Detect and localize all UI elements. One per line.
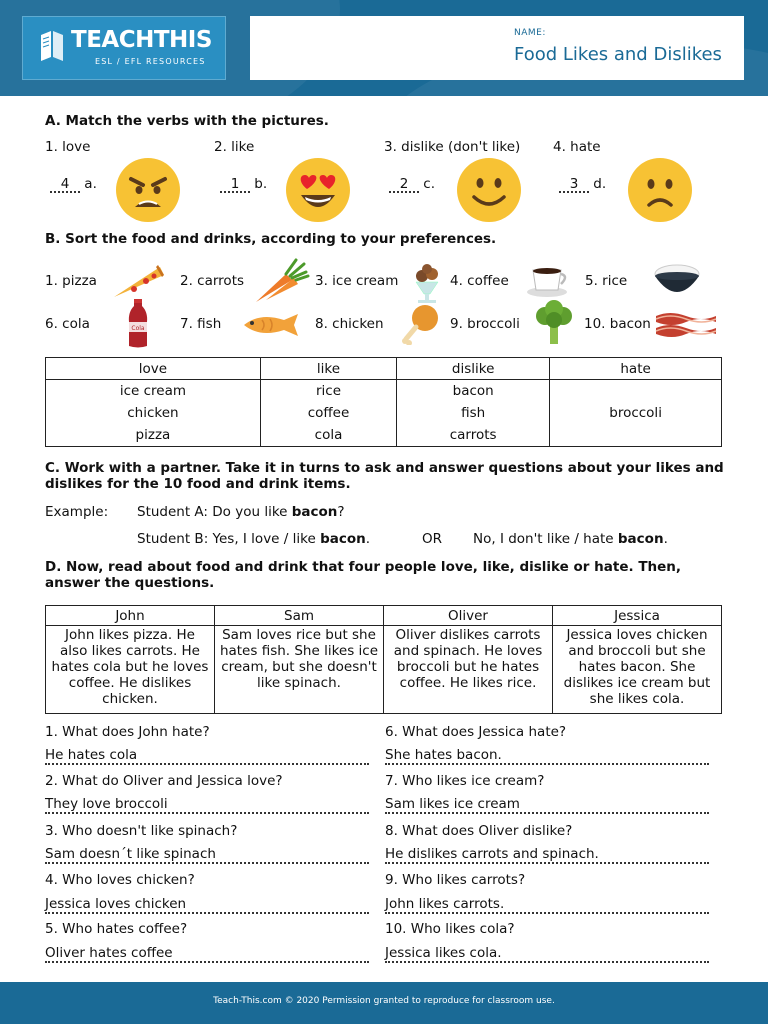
question-4: 4. Who loves chicken?: [45, 872, 195, 888]
person-header-oliver: Oliver: [384, 606, 553, 626]
food-broccoli: 9. broccoli: [450, 316, 520, 332]
carrots-icon: [252, 258, 310, 304]
question-9: 9. Who likes carrots?: [385, 872, 526, 888]
like-cell[interactable]: [260, 380, 396, 447]
answer-9[interactable]: John likes carrots.: [385, 896, 709, 914]
answer-7[interactable]: Sam likes ice cream: [385, 796, 709, 814]
answer-8[interactable]: He dislikes carrots and spinach.: [385, 846, 709, 864]
column-header-hate: hate: [550, 358, 722, 380]
table-cell-entry: pizza: [135, 427, 171, 443]
question-2: 2. What do Oliver and Jessica love?: [45, 773, 283, 789]
answer-5[interactable]: Oliver hates coffee: [45, 945, 369, 963]
angry-face-icon: [115, 157, 181, 223]
rice-icon: [652, 262, 702, 300]
answer-1[interactable]: He hates cola: [45, 747, 369, 765]
match-answer-d[interactable]: [559, 176, 606, 193]
person-header-jessica: Jessica: [553, 606, 722, 626]
person-text-oliver: Oliver dislikes carrots and spinach. He loves broccoli but he hates coffee. He likes rice.: [384, 626, 553, 714]
people-table: [45, 605, 722, 714]
student-a-line: [137, 504, 345, 520]
answer-number[interactable]: 2: [389, 178, 419, 193]
question-3: 3. Who doesn't like spinach?: [45, 823, 238, 839]
answer-letter: b.: [254, 176, 268, 192]
verb-dislike: 3. dislike (don't like): [384, 139, 521, 155]
table-cell-entry: rice: [315, 383, 342, 399]
preferences-table: [45, 357, 722, 447]
food-bacon: 10. bacon: [584, 316, 651, 332]
verb-love: 1. love: [45, 139, 91, 155]
logo-title: TEACHTHIS: [71, 27, 212, 53]
table-cell-entry: coffee: [307, 405, 350, 421]
example-label: Example:: [45, 504, 109, 520]
table-cell-entry: chicken: [127, 405, 179, 421]
logo: [22, 16, 226, 80]
section-b-heading: B. Sort the food and drinks, according to your preferences.: [45, 231, 497, 247]
section-a-heading: A. Match the verbs with the pictures.: [45, 113, 329, 129]
answer-letter: a.: [84, 176, 97, 192]
worksheet-title: Food Likes and Dislikes: [514, 44, 722, 65]
love-cell[interactable]: [46, 380, 261, 447]
answer-number[interactable]: 4: [50, 178, 80, 193]
chicken-icon: [400, 303, 440, 345]
student-b-line: [137, 531, 370, 547]
food-cola: 6. cola: [45, 316, 90, 332]
section-c-heading: C. Work with a partner. Take it in turns to ask and answer questions about your likes and dislikes for the 10 food and drink items.: [45, 460, 724, 492]
person-header-john: John: [46, 606, 215, 626]
person-text-john: John likes pizza. He also likes carrots. He hates cola but he loves coffee. He dislikes chicken.: [46, 626, 215, 714]
frowning-face-icon: [627, 157, 693, 223]
student-a-suffix: ?: [337, 504, 345, 520]
question-1: 1. What does John hate?: [45, 724, 210, 740]
bacon-icon: [654, 308, 718, 340]
answer-number[interactable]: 3: [559, 178, 589, 193]
answer-10[interactable]: Jessica likes cola.: [385, 945, 709, 963]
answer-2[interactable]: They love broccoli: [45, 796, 369, 814]
food-carrots: 2. carrots: [180, 273, 245, 289]
cola-icon: [124, 298, 152, 350]
column-header-dislike: dislike: [397, 358, 550, 380]
food-rice: 5. rice: [585, 273, 628, 289]
answer-letter: d.: [593, 176, 607, 192]
coffee-icon: [525, 262, 573, 298]
svg-text:Cola: Cola: [131, 325, 145, 332]
student-b-alt-bold: bacon: [617, 531, 664, 547]
food-chicken: 8. chicken: [315, 316, 384, 332]
book-icon: [37, 29, 67, 63]
student-b-bold: bacon: [320, 531, 366, 547]
person-text-sam: Sam loves rice but she hates fish. She likes ice cream, but she doesn't like spinach.: [215, 626, 384, 714]
student-b-alt-line: [473, 531, 668, 547]
pizza-icon: [112, 263, 166, 299]
table-cell-entry: cola: [314, 427, 343, 443]
answer-6[interactable]: She hates bacon.: [385, 747, 709, 765]
question-5: 5. Who hates coffee?: [45, 921, 188, 937]
food-pizza: 1. pizza: [45, 273, 97, 289]
smiling-face-icon: [456, 157, 522, 223]
fish-icon: [240, 312, 302, 338]
person-header-sam: Sam: [215, 606, 384, 626]
question-10: 10. Who likes cola?: [385, 921, 515, 937]
person-text-jessica: Jessica loves chicken and broccoli but she hates bacon. She dislikes ice cream but she likes cola.: [553, 626, 722, 714]
question-6: 6. What does Jessica hate?: [385, 724, 567, 740]
name-box: [250, 16, 744, 80]
ice-cream-icon: [408, 260, 446, 304]
student-a-text: Student A: Do you like: [137, 504, 292, 520]
match-answer-a[interactable]: [50, 176, 97, 193]
table-cell-entry: carrots: [449, 427, 497, 443]
student-a-bold: bacon: [291, 504, 338, 520]
answer-number[interactable]: 1: [220, 178, 250, 193]
broccoli-icon: [533, 300, 575, 346]
student-b-alt-text: No, I don't like / hate: [473, 531, 618, 547]
dislike-cell[interactable]: [397, 380, 550, 447]
food-fish: 7. fish: [180, 316, 222, 332]
column-header-like: like: [260, 358, 396, 380]
footer: [0, 982, 768, 1024]
heart-eyes-face-icon: [285, 157, 351, 223]
section-d-heading: D. Now, read about food and drink that four people love, like, dislike or hate. Then, answer the questions.: [45, 559, 682, 591]
footer-copyright: Teach-This.com © 2020 Permission granted to reproduce for classroom use.: [213, 996, 555, 1006]
food-coffee: 4. coffee: [450, 273, 509, 289]
name-label: NAME:: [514, 28, 546, 38]
verb-hate: 4. hate: [553, 139, 601, 155]
table-cell-entry: bacon: [452, 383, 494, 399]
student-b-alt-suffix: .: [663, 531, 668, 547]
match-answer-b[interactable]: [220, 176, 267, 193]
food-ice-cream: 3. ice cream: [315, 273, 399, 289]
question-8: 8. What does Oliver dislike?: [385, 823, 573, 839]
answer-3[interactable]: Sam doesn´t like spinach: [45, 846, 369, 864]
answer-4[interactable]: Jessica loves chicken: [45, 896, 369, 914]
verb-like: 2. like: [214, 139, 255, 155]
or-label: OR: [422, 531, 443, 547]
table-cell-entry: broccoli: [609, 405, 662, 421]
table-cell-entry: ice cream: [119, 383, 187, 399]
answer-letter: c.: [423, 176, 436, 192]
hate-cell[interactable]: [550, 380, 722, 447]
logo-subtitle: ESL / EFL RESOURCES: [95, 57, 206, 66]
table-cell-entry: fish: [461, 405, 486, 421]
student-b-suffix: .: [365, 531, 371, 547]
column-header-love: love: [46, 358, 261, 380]
question-7: 7. Who likes ice cream?: [385, 773, 545, 789]
match-answer-c[interactable]: [389, 176, 435, 193]
student-b-text: Student B: Yes, I love / like: [137, 531, 321, 547]
